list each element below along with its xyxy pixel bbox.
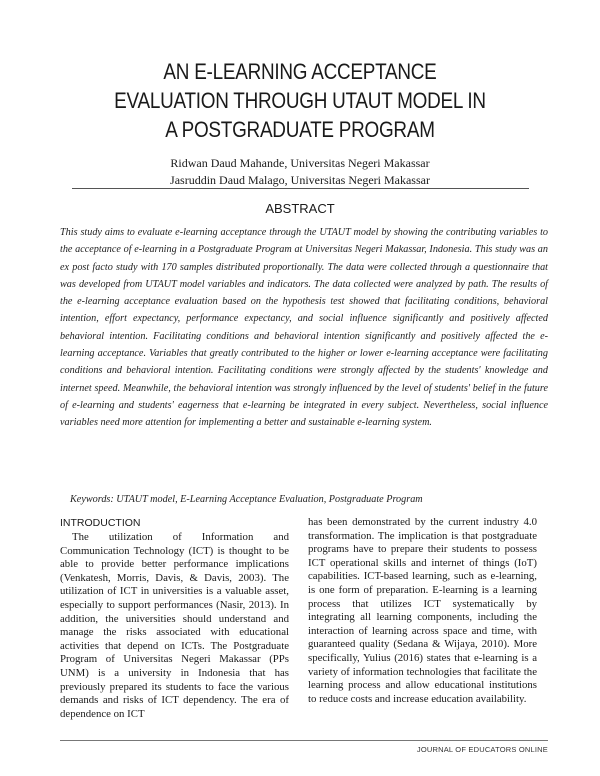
title-line-2: EVALUATION THROUGH UTAUT MODEL IN — [114, 88, 486, 113]
intro-paragraph-right: has been demonstrated by the current industry 4.0 transformation. The implication is that postgraduate programs have to prepare their students to possess ICT operational skills and internet of things (IoT) capabilities. ICT-based learning, such as e-learning, is one form of preparation. E-learning is a learning process that utilizes ICT systematically by integrating all learning components, including the interaction of learning across space and time, with guaranteed quality (Sedana & Wijaya, 2010). More specifically, Yulius (2016) states that e-learning is a variety of information technologies that facilitate the learning process and allow educational institutions to reduce costs and increase education availability. — [308, 516, 537, 705]
footer-divider — [60, 740, 548, 741]
author-1: Ridwan Daud Mahande, Universitas Negeri Makassar — [170, 156, 430, 170]
keywords: Keywords: UTAUT model, E-Learning Acceptance Evaluation, Postgraduate Program — [70, 494, 423, 505]
intro-left-column — [60, 516, 289, 721]
journal-footer: JOURNAL OF EDUCATORS ONLINE — [416, 745, 548, 754]
paper-title — [94, 57, 507, 144]
author-list — [100, 155, 500, 189]
intro-heading: INTRODUCTION — [60, 517, 141, 529]
intro-right-column — [308, 516, 537, 706]
abstract-text: This study aims to evaluate e-learning acceptance through the UTAUT model by showing the contributing variables to the acceptance of e-learning in a Postgraduate Program at Universitas Negeri Makassar, Indonesia. This study was an ex post facto study with 170 samples distributed proportionally. The data were collected through a questionnaire that was developed from UTAUT model variables and indicators. The data collected were analyzed by path. The results of the e-learning acceptance evaluation based on the hypothesis test showed that facilitating conditions, behavioral intention, effort expectancy, performance expectancy, and social influence significantly and positively affected behavioral intention. Facilitating conditions and behavioral intention significantly and positively affected the e-learning acceptance. Variables that greatly contributed to the higher or lower e-learning acceptance were facilitating conditions and behavioral intention. Facilitating conditions were strongly affected by the students' knowledge and internet speed. Meanwhile, the behavioral intention was strongly influenced by the level of students' belief in the future of e-learning and students' eagerness that e-learning be integrated in every subject. Nevertheless, social influence variables need more attention for implementing a better and sustainable e-learning system. — [60, 227, 548, 429]
title-line-1: AN E-LEARNING ACCEPTANCE — [163, 59, 437, 84]
intro-paragraph-left: The utilization of Information and Communication Technology (ICT) is thought to be able to provide better performance implications (Venkatesh, Morris, Davis, & Davis, 2003). The utilization of ICT in universities is a valuable asset, especially to support performances (Nasir, 2013). In addition, the universities should understand and manage the risks associated with educational activities that depend on ICTs. The Postgraduate Program of Universitas Negeri Makassar (PPs UNM) is a university in Indonesia that has previously prepared its students to face the various demands and risks of ICT dependency. The era of dependence on ICT — [60, 531, 289, 720]
author-2: Jasruddin Daud Malago, Universitas Negeri Makassar — [170, 173, 430, 187]
abstract-heading: ABSTRACT — [265, 201, 335, 216]
title-divider — [72, 188, 529, 189]
title-line-3: A POSTGRADUATE PROGRAM — [165, 117, 435, 142]
